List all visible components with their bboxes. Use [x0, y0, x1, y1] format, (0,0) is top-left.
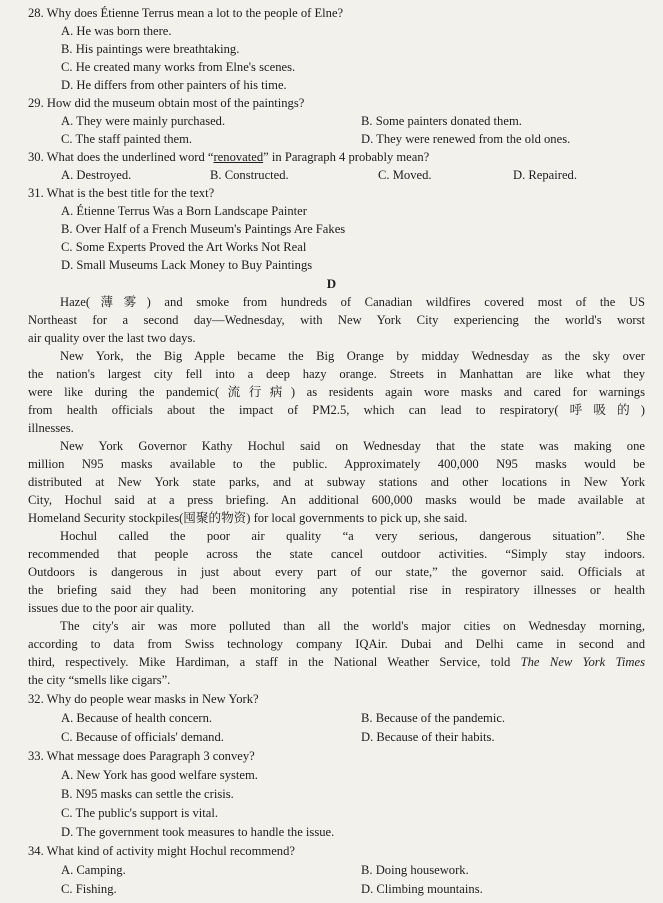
q28-stem: 28. Why does Étienne Terrus mean a lot to the people of Elne?: [28, 6, 344, 20]
q29-option-a: A. They were mainly purchased.: [61, 114, 226, 128]
q30-stem-post: ” in Paragraph 4 probably mean?: [263, 150, 430, 164]
passage-line: recommended that people across the state cancel outdoor activities. “Simply stay indoors.: [28, 547, 645, 561]
passage-line: Hochul called the poor air quality “a very serious, dangerous situation”. She: [60, 529, 645, 543]
section-heading: D: [326, 276, 337, 291]
q34-option-d: D. Climbing mountains.: [361, 882, 483, 896]
q31-stem: 31. What is the best title for the text?: [28, 186, 215, 200]
passage-line: The city's air was more polluted than all the world's major cities on Wednesday morning,: [60, 619, 645, 633]
q28-option-c: C. He created many works from Elne's scenes.: [61, 60, 296, 74]
passage-line: Northeast for a second day—Wednesday, with New York City experiencing the world's worst: [28, 313, 645, 327]
q31-option-d: D. Small Museums Lack Money to Buy Paintings: [61, 258, 313, 272]
passage-line: issues due to the poor air quality.: [28, 601, 195, 615]
passage-line: million N95 masks available to the public. Approximately 400,000 N95 masks would be: [28, 457, 645, 471]
passage-line: City, Hochul said at a press briefing. An additional 600,000 masks would be made available at: [28, 493, 645, 507]
q29-row2: [0, 130, 663, 148]
passage-line: illnesses.: [28, 421, 74, 435]
q34-stem: 34. What kind of activity might Hochul recommend?: [28, 844, 295, 858]
passage-line: New York, the Big Apple became the Big Orange by midday Wednesday as the sky over: [60, 349, 645, 363]
q34-option-c: C. Fishing.: [61, 882, 117, 896]
passage-line: New York Governor Kathy Hochul said on Wednesday that the state was making one: [60, 439, 645, 453]
q30-option-d: D. Repaired.: [513, 168, 577, 182]
passage-line: Homeland Security stockpiles(囤聚的物资) for local governments to pick up, she said.: [28, 511, 468, 525]
q33-option-d: D. The government took measures to handle the issue.: [61, 825, 335, 839]
passage-line: Outdoors is dangerous in just about every part of our state,” the governor said. Officials at: [28, 565, 645, 579]
q28-option-a: A. He was born there.: [61, 24, 172, 38]
passage-line: Haze(薄雾) and smoke from hundreds of Canadian wildfires covered most of the US: [60, 295, 645, 309]
q28-option-b: B. His paintings were breathtaking.: [61, 42, 240, 56]
q33-option-c: C. The public's support is vital.: [61, 806, 219, 820]
q33-stem: 33. What message does Paragraph 3 convey?: [28, 749, 255, 763]
q30-row: [0, 166, 663, 184]
q33-option-a: A. New York has good welfare system.: [61, 768, 258, 782]
q30-stem-pre: 30. What does the underlined word “: [28, 150, 214, 164]
q32-option-d: D. Because of their habits.: [361, 730, 495, 744]
q32-stem: 32. Why do people wear masks in New York?: [28, 692, 259, 706]
newspaper-title: The New York Times: [520, 655, 645, 669]
q32-option-b: B. Because of the pandemic.: [361, 711, 506, 725]
q28-option-d: D. He differs from other painters of his time.: [61, 78, 287, 92]
passage-line: the city “smells like cigars”.: [28, 673, 171, 687]
q32-option-a: A. Because of health concern.: [61, 711, 213, 725]
q30-option-a: A. Destroyed.: [61, 168, 132, 182]
passage-line: were like during the pandemic(流行病) as residents again wore masks and cared for warnings: [28, 385, 645, 399]
q29-stem: 29. How did the museum obtain most of the paintings?: [28, 96, 305, 110]
q34-option-a: A. Camping.: [61, 863, 126, 877]
passage-line: air quality over the last two days.: [28, 331, 196, 345]
q32-option-c: C. Because of officials' demand.: [61, 730, 224, 744]
q29-option-b: B. Some painters donated them.: [361, 114, 522, 128]
q31-option-b: B. Over Half of a French Museum's Paintings Are Fakes: [61, 222, 346, 236]
q34-row2: [0, 880, 663, 898]
q29-row1: [0, 112, 663, 130]
q34-row1: [0, 861, 663, 879]
q29-option-d: D. They were renewed from the old ones.: [361, 132, 571, 146]
passage-line: from health officials about the impact of PM2.5, which can lead to respiratory(呼吸的): [28, 403, 645, 417]
q29-option-c: C. The staff painted them.: [61, 132, 193, 146]
q31-option-a: A. Étienne Terrus Was a Born Landscape Painter: [61, 204, 307, 218]
q30-underlined-word: renovated: [213, 150, 264, 164]
q32-row2: [0, 728, 663, 746]
q33-option-b: B. N95 masks can settle the crisis.: [61, 787, 234, 801]
q30-stem: [0, 148, 663, 166]
passage-text: third, respectively. Mike Hardiman, a staff in the National Weather Service, told: [28, 655, 511, 669]
q31-option-c: C. Some Experts Proved the Art Works Not Real: [61, 240, 307, 254]
q30-option-c: C. Moved.: [378, 168, 432, 182]
passage-line: [0, 653, 663, 671]
q32-row1: [0, 709, 663, 727]
passage-line: the briefing said they had been monitoring any potential rise in respiratory illnesses or health: [28, 583, 645, 597]
passage-line: according to data from Swiss technology company IQAir. Dubai and Delhi came in second and: [28, 637, 645, 651]
passage-line: the nation's largest city fell into a deep hazy orange. Streets in Manhattan are like what they: [28, 367, 645, 381]
passage-line: distributed at New York state parks, and at subway stations and other locations in New York: [28, 475, 645, 489]
q30-option-b: B. Constructed.: [210, 168, 289, 182]
q34-option-b: B. Doing housework.: [361, 863, 469, 877]
